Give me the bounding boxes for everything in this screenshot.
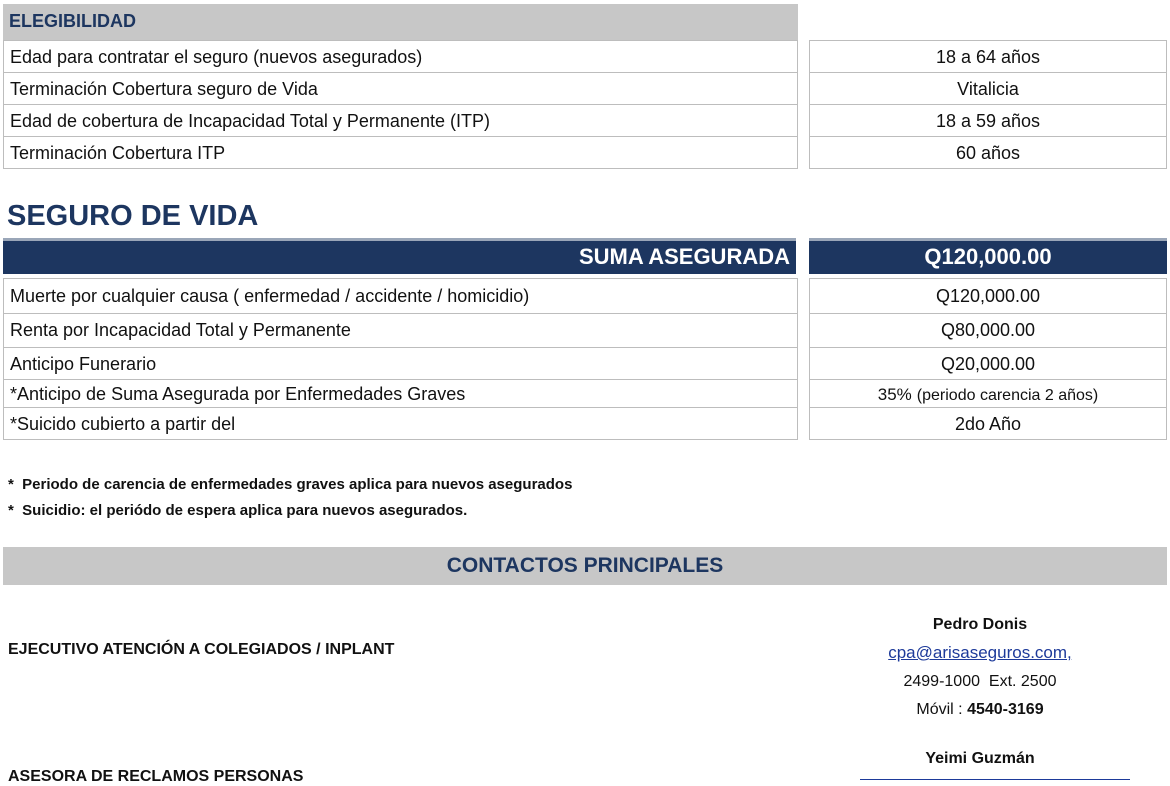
elegibilidad-row-value: 60 años xyxy=(809,137,1167,169)
contactos-title: CONTACTOS PRINCIPALES xyxy=(446,554,724,577)
suma-asegurada-value: Q120,000.00 xyxy=(924,244,1052,269)
seguro-row-value-cell xyxy=(809,380,1167,408)
elegibilidad-row-value: 18 a 59 años xyxy=(809,105,1167,137)
seguro-row-value: Q20,000.00 xyxy=(809,348,1167,380)
seguro-row-value: 35% xyxy=(877,385,912,404)
elegibilidad-title: ELEGIBILIDAD xyxy=(9,11,137,31)
ejecutivo-contact xyxy=(820,611,1140,724)
suma-asegurada-value-cell xyxy=(809,238,1167,274)
ejecutivo-mobile-label: Móvil : xyxy=(916,701,963,718)
seguro-row-label: *Anticipo de Suma Asegurada por Enfermedades Graves xyxy=(3,380,798,408)
ejecutivo-mobile: 4540-3169 xyxy=(967,701,1044,718)
note-suicidio: * Suicidio: el periódo de espera aplica para nuevos asegurados. xyxy=(8,502,468,519)
asesora-name: Yeimi Guzmán xyxy=(925,750,1035,767)
ejecutivo-role: EJECUTIVO ATENCIÓN A COLEGIADOS / INPLANT xyxy=(8,641,395,658)
asesora-email-partial xyxy=(860,772,1130,780)
seguro-row-label: *Suicido cubierto a partir del xyxy=(3,408,798,440)
ejecutivo-email-link[interactable]: cpa@arisaseguros.com, xyxy=(888,643,1072,662)
seguro-row-value: 2do Año xyxy=(809,408,1167,440)
elegibilidad-row-label: Edad de cobertura de Incapacidad Total y Permanente (ITP) xyxy=(3,105,798,137)
elegibilidad-row-value: Vitalicia xyxy=(809,73,1167,105)
seguro-row-label: Renta por Incapacidad Total y Permanente xyxy=(3,314,798,348)
elegibilidad-row-label: Terminación Cobertura ITP xyxy=(3,137,798,169)
note-carencia: * Periodo de carencia de enfermedades graves aplica para nuevos asegurados xyxy=(8,476,573,493)
seguro-vida-title: SEGURO DE VIDA xyxy=(7,200,259,232)
seguro-row-label: Anticipo Funerario xyxy=(3,348,798,380)
ejecutivo-name: Pedro Donis xyxy=(932,616,1028,633)
ejecutivo-phone: 2499-1000 Ext. 2500 xyxy=(903,673,1057,690)
elegibilidad-header xyxy=(3,4,798,40)
elegibilidad-row-label: Edad para contratar el seguro (nuevos asegurados) xyxy=(3,40,798,73)
contactos-header xyxy=(3,547,1167,585)
seguro-row-value: Q120,000.00 xyxy=(809,278,1167,314)
seguro-row-value-note: (periodo carencia 2 años) xyxy=(916,387,1099,404)
elegibilidad-row-value: 18 a 64 años xyxy=(809,40,1167,73)
suma-asegurada-label: SUMA ASEGURADA xyxy=(578,244,790,269)
asesora-role: ASESORA DE RECLAMOS PERSONAS xyxy=(8,768,304,785)
ejecutivo-mobile-line xyxy=(820,696,1140,724)
seguro-row-value: Q80,000.00 xyxy=(809,314,1167,348)
seguro-row-label: Muerte por cualquier causa ( enfermedad / accidente / homicidio) xyxy=(3,278,798,314)
elegibilidad-row-label: Terminación Cobertura seguro de Vida xyxy=(3,73,798,105)
suma-asegurada-header xyxy=(3,238,796,274)
